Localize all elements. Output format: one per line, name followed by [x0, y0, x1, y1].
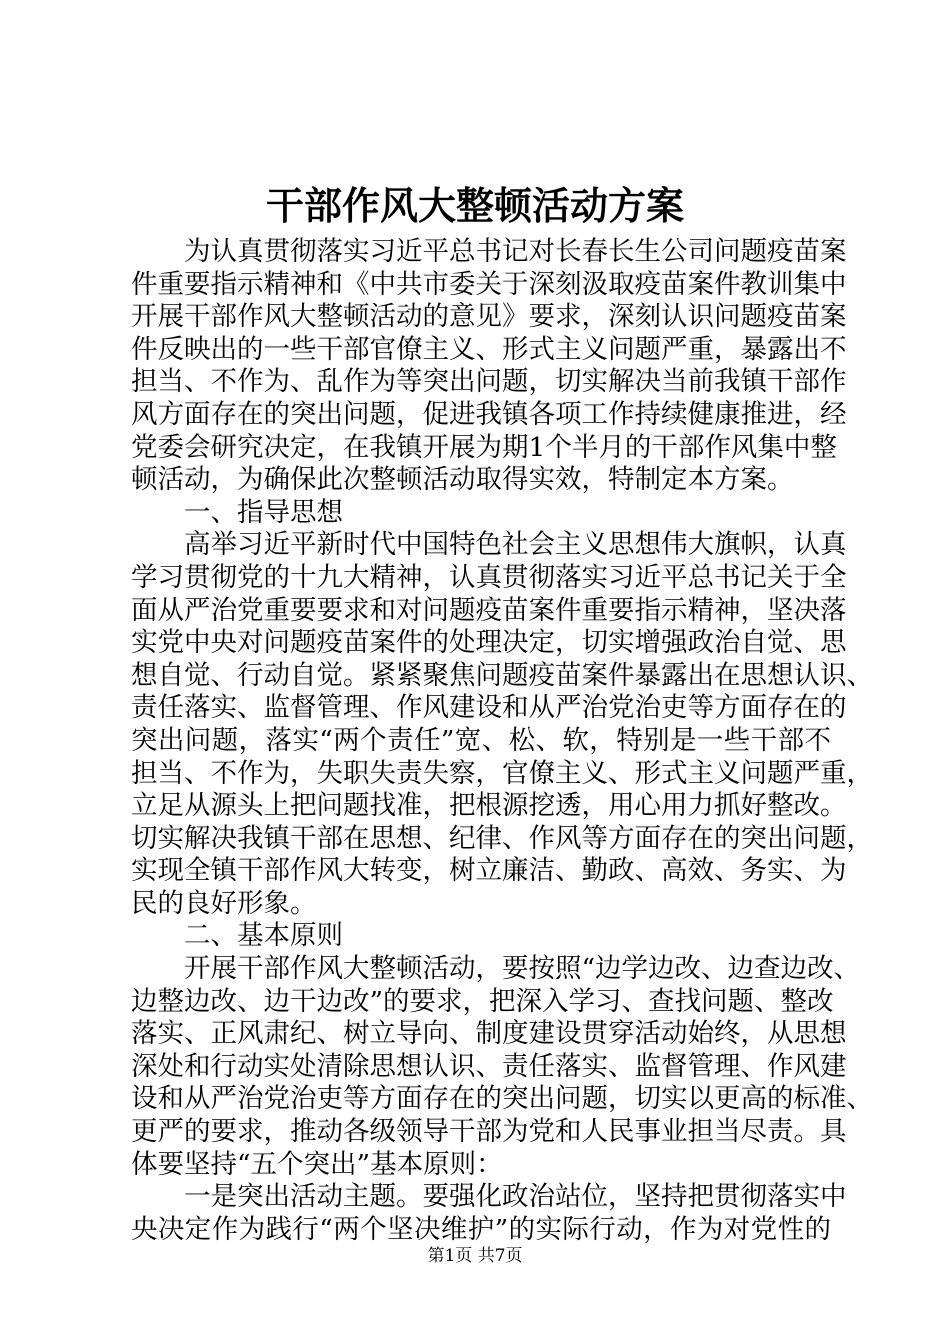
text-line: 一、指导思想 — [184, 496, 343, 528]
document-title: 干部作风大整顿活动方案 — [265, 183, 684, 228]
text-line: 风方面存在的突出问题，促进我镇各项工作持续健康推进，经 — [131, 398, 847, 430]
text-line: 一是突出活动主题。要强化政治站位，坚持把贯彻落实中 — [184, 1181, 847, 1213]
text-line: 高举习近平新时代中国特色社会主义思想伟大旗帜，认真 — [184, 529, 847, 561]
text-line: 立足从源头上把问题找准，把根源挖透，用心用力抓好整改。 — [131, 790, 847, 822]
page-footer: 第1页 共7页 — [427, 1246, 523, 1266]
text-line: 面从严治党重要要求和对问题疫苗案件重要指示精神，坚决落 — [131, 594, 847, 626]
text-line: 开展干部作风大整顿活动的意见》要求，深刻认识问题疫苗案 — [131, 301, 847, 333]
text-line: 二、基本原则 — [184, 920, 343, 952]
text-line: 深处和行动实处清除思想认识、责任落实、监督管理、作风建 — [131, 1050, 847, 1082]
text-line: 实现全镇干部作风大转变，树立廉洁、勤政、高效、务实、为 — [131, 855, 847, 887]
text-line: 党委会研究决定，在我镇开展为期1个半月的干部作风集中整 — [131, 431, 837, 463]
text-line: 央决定作为践行“两个坚决维护”的实际行动，作为对党性的 — [131, 1213, 831, 1245]
text-line: 实党中央对问题疫苗案件的处理决定，切实增强政治自觉、思 — [131, 627, 847, 659]
text-line: 民的良好形象。 — [131, 887, 317, 919]
text-line: 体要坚持“五个突出”基本原则： — [131, 1148, 503, 1180]
document-body — [131, 236, 873, 1246]
text-line: 开展干部作风大整顿活动，要按照“边学边改、边查边改、 — [184, 953, 861, 985]
text-line: 学习贯彻党的十九大精神，认真贯彻落实习近平总书记关于全 — [131, 561, 847, 593]
text-line: 责任落实、监督管理、作风建设和从严治党治吏等方面存在的 — [131, 692, 847, 724]
text-line: 件重要指示精神和《中共市委关于深刻汲取疫苗案件教训集中 — [131, 268, 847, 300]
text-line: 更严的要求，推动各级领导干部为党和人民事业担当尽责。具 — [131, 1116, 847, 1148]
text-line: 落实、正风肃纪、树立导向、制度建设贯穿活动始终，从思想 — [131, 1018, 847, 1050]
text-line: 担当、不作为，失职失责失察，官僚主义、形式主义问题严重， — [131, 757, 873, 789]
text-line: 为认真贯彻落实习近平总书记对长春长生公司问题疫苗案 — [184, 236, 847, 267]
text-line: 边整边改、边干边改”的要求，把深入学习、查找问题、整改 — [131, 985, 834, 1017]
text-line: 顿活动，为确保此次整顿活动取得实效，特制定本方案。 — [131, 464, 794, 496]
text-line: 设和从严治党治吏等方面存在的突出问题，切实以更高的标准、 — [131, 1083, 873, 1115]
text-line: 件反映出的一些干部官僚主义、形式主义问题严重，暴露出不 — [131, 333, 847, 365]
text-line: 突出问题，落实“两个责任”宽、松、软，特别是一些干部不 — [131, 724, 831, 756]
text-line: 切实解决我镇干部在思想、纪律、作风等方面存在的突出问题， — [131, 822, 873, 854]
text-line: 担当、不作为、乱作为等突出问题，切实解决当前我镇干部作 — [131, 366, 847, 398]
text-line: 想自觉、行动自觉。紧紧聚焦问题疫苗案件暴露出在思想认识、 — [131, 659, 873, 691]
